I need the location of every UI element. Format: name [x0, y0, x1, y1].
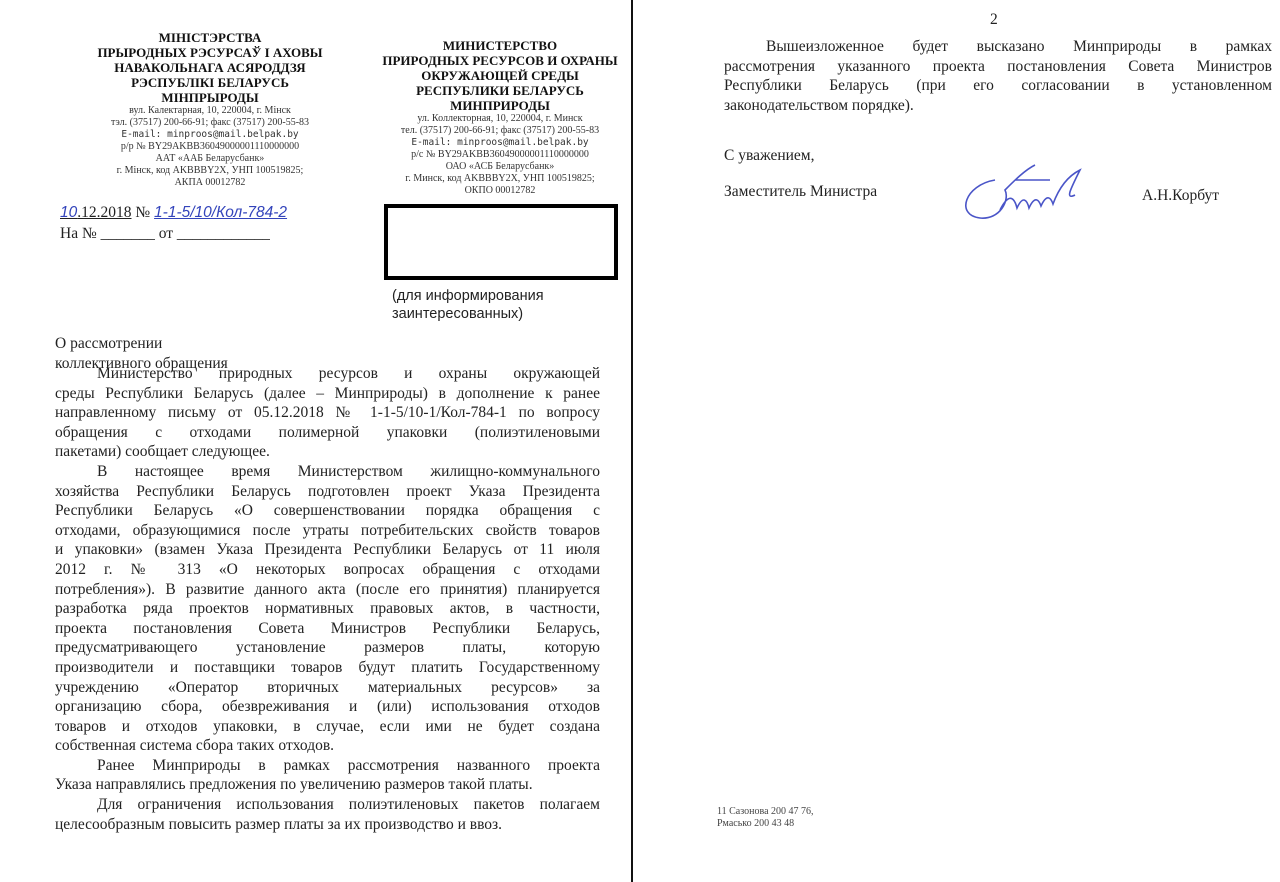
letterhead-title-line: МИНИСТЕРСТВО — [442, 38, 558, 53]
letterhead-title-line: ПРЫРОДНЫХ РЭСУРСАЎ І АХОВЫ — [97, 45, 323, 60]
letterhead-title-line: РЭСПУБЛІКІ БЕЛАРУСЬ — [131, 75, 289, 90]
executor-line: 11 Сазонова 200 47 76, — [717, 806, 814, 817]
letterhead-detail: тэл. (37517) 200-66-91; факс (37517) 200-55-83 — [110, 117, 310, 128]
number-sign: № — [135, 204, 151, 221]
letterhead-detail: р/с № BY29AKBB36049000001110000000 — [411, 149, 589, 160]
text-line: Вышеизложенное будет высказано Минприроды в рамках — [766, 38, 1272, 55]
letterhead-email: E-mail: minproos@mail.belpak.by — [411, 137, 589, 148]
text-line: пакетами) сообщает следующее. — [55, 443, 270, 461]
text-line: хозяйства Республики Беларусь подготовлен проект Указа Президента — [55, 482, 600, 500]
text-line: рассмотрения указанного проекта постановления Совета Министров — [724, 57, 1272, 75]
recipient-note — [392, 287, 544, 323]
letterhead-detail: ул. Коллекторная, 10, 220004, г. Минск — [417, 113, 583, 124]
paragraph — [724, 37, 1272, 115]
letterhead-detail: г. Минск, код AKBBBY2X, УНП 100519825; — [405, 173, 595, 184]
signer-name: А.Н.Корбут — [1142, 187, 1220, 204]
text-line: товаров и отходов упаковки, в случае, если ими не будет создана — [55, 717, 600, 735]
letterhead-detail: г. Мінск, код AKBBBY2X, УНП 100519825; — [116, 165, 304, 176]
letter-body — [55, 364, 600, 834]
letter-date-number — [60, 203, 287, 223]
executor-line: Рмасько 200 43 48 — [717, 818, 795, 829]
text-line: направленному письму от 05.12.2018 № 1-1-5/10-1/Кол-784-1 по вопросу — [55, 404, 600, 422]
executors — [717, 806, 814, 830]
text-line: Министерство природных ресурсов и охраны окружающей — [97, 365, 600, 382]
text-line: разработка ряда проектов нормативных правовых актов, в частности, — [55, 600, 600, 618]
page-number: 2 — [990, 11, 998, 28]
paragraph — [55, 795, 600, 834]
paragraph — [55, 364, 600, 462]
letterhead-detail: тел. (37517) 200-66-91; факс (37517) 200-55-83 — [400, 125, 600, 136]
text-line: Республики Беларусь «О совершенствовании порядка обращения с — [55, 502, 600, 520]
recipient-note-line: заинтересованных) — [392, 306, 524, 322]
letterhead-title-line: ПРИРОДНЫХ РЕСУРСОВ И ОХРАНЫ — [382, 53, 618, 68]
text-line: Для ограничения использования полиэтиленовых пакетов полагаем — [97, 796, 600, 814]
text-line: проекта постановления Совета Министров Республики Беларусь, — [55, 619, 600, 637]
text-line: Республики Беларусь (при его согласовании в установленном — [724, 77, 1272, 95]
redacted-recipient-box — [384, 204, 618, 280]
letterhead-detail: ОАО «АСБ Беларусбанк» — [445, 161, 555, 172]
letterhead-title-line: РЕСПУБЛИКИ БЕЛАРУСЬ — [416, 83, 584, 98]
closing: С уважением, — [724, 147, 815, 164]
letterhead-title-line: МІНІСТЭРСТВА — [158, 30, 262, 45]
signature — [955, 160, 1115, 225]
text-line: законодательством порядке). — [724, 96, 914, 114]
text-line: В настоящее время Министерством жилищно-коммунального — [97, 462, 600, 480]
handwritten-number: 1-1-5/10/Кол-784-2 — [154, 204, 288, 221]
subject-line: коллективного обращения — [55, 354, 228, 372]
text-line: среды Республики Беларусь (далее – Минприроды) в дополнение к ранее — [55, 384, 600, 402]
letterhead-title-line: МИНПРИРОДЫ — [450, 98, 550, 113]
paragraph — [55, 462, 600, 756]
text-line: отходами, образующимися после утраты потребительских свойств товаров — [55, 521, 600, 539]
text-line: обращения с отходами полимерной упаковки (полиэтиленовыми — [55, 423, 600, 441]
text-line: предусматривающего установление размеров платы, которую — [55, 639, 600, 657]
text-line: 2012 г. № 313 «О некоторых вопросах обращения с отходами — [55, 560, 600, 578]
letterhead-detail: ААТ «ААБ Беларусбанк» — [155, 153, 265, 164]
letterhead-detail: ОКПО 00012782 — [464, 185, 536, 196]
text-line: учреждению «Оператор вторичных материальных ресурсов» за — [55, 678, 600, 696]
text-line: потребления»). В развитие данного акта (после его принятия) планируется — [55, 580, 600, 598]
letterhead-detail: вул. Калектарная, 10, 220004, г. Мінск — [129, 105, 291, 116]
letterhead-detail: р/р № BY29AKBB36049000001110000000 — [120, 141, 300, 152]
signer-title: Заместитель Министра — [724, 183, 878, 200]
letterhead-title-line: НАВАКОЛЬНАГА АСЯРОДДЗЯ — [114, 60, 306, 75]
text-line: целесообразным повысить размер платы за их производство и ввоз. — [55, 815, 503, 833]
letterhead-belarusian — [60, 30, 360, 189]
text-line: собственная система сбора таких отходов. — [55, 737, 335, 755]
subject-line: О рассмотрении — [55, 335, 163, 352]
letter-body-continued — [724, 37, 1272, 115]
text-line: организацию сбора, обезвреживания и (или) использования отходов — [55, 698, 600, 716]
recipient-note-line: (для информирования — [392, 288, 544, 304]
letterhead-detail: АКПА 00012782 — [174, 177, 246, 188]
date-text: .12.2018 — [77, 204, 132, 221]
text-line: Указа направлялись предложения по увеличению размеров такой платы. — [55, 776, 533, 794]
text-line: Ранее Минприроды в рамках рассмотрения названного проекта — [97, 756, 600, 774]
text-line: производители и поставщики товаров будут платить Государственному — [55, 658, 600, 676]
paragraph — [55, 756, 600, 795]
letterhead-title-line: ОКРУЖАЮЩЕЙ СРЕДЫ — [421, 68, 579, 83]
letterhead-title-line: МІНПРЫРОДЫ — [161, 90, 259, 105]
handwritten-date: 10 — [60, 204, 78, 221]
letterhead-email: E-mail: minproos@mail.belpak.by — [121, 129, 299, 140]
reply-reference-line: На № _______ от ____________ — [60, 225, 270, 242]
letterhead-russian — [345, 38, 655, 197]
text-line: и упаковки» (взамен Указа Президента Республики Беларусь от 11 июля — [55, 541, 600, 559]
